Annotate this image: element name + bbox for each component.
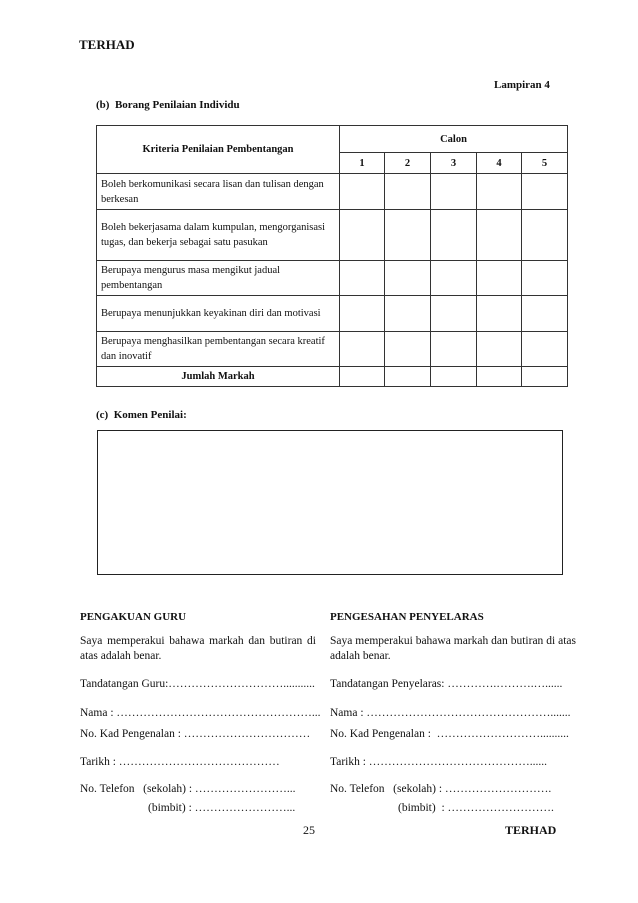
total-label: Jumlah Markah bbox=[97, 367, 340, 387]
criterion-label: Boleh berkomunikasi secara lisan dan tulisan dengan berkesan bbox=[97, 174, 340, 210]
criterion-label: Berupaya menunjukkan keyakinan diri dan motivasi bbox=[97, 296, 340, 332]
total-cell[interactable] bbox=[522, 367, 568, 387]
score-cell[interactable] bbox=[385, 296, 431, 332]
score-cell[interactable] bbox=[385, 174, 431, 210]
classification-header: TERHAD bbox=[79, 37, 135, 52]
score-cell[interactable] bbox=[477, 332, 522, 367]
candidate-header: Calon bbox=[340, 126, 568, 153]
coordinator-name-field[interactable]: Nama : …………………………………………....... bbox=[330, 707, 571, 719]
teacher-name-field[interactable]: Nama : ……………………………………………... bbox=[80, 707, 321, 719]
coordinator-signature-field[interactable]: Tandatangan Penyelaras: ………….……….…...... bbox=[330, 678, 563, 690]
table-row bbox=[97, 296, 568, 332]
table-row bbox=[97, 174, 568, 210]
candidate-number: 5 bbox=[522, 153, 568, 174]
score-cell[interactable] bbox=[385, 332, 431, 367]
coordinator-date-field[interactable]: Tarikh : ……………………………………...... bbox=[330, 756, 548, 768]
total-cell[interactable] bbox=[477, 367, 522, 387]
total-row bbox=[97, 367, 568, 387]
score-cell[interactable] bbox=[431, 261, 477, 296]
page-number: 25 bbox=[303, 823, 315, 837]
score-cell[interactable] bbox=[477, 296, 522, 332]
criterion-label: Berupaya menghasilkan pembentangan secara kreatif dan inovatif bbox=[97, 332, 340, 367]
comment-box[interactable] bbox=[97, 430, 563, 575]
criterion-label: Berupaya mengurus masa mengikut jadual pembentangan bbox=[97, 261, 340, 296]
table-row bbox=[97, 332, 568, 367]
score-cell[interactable] bbox=[431, 296, 477, 332]
criterion-label: Boleh bekerjasama dalam kumpulan, mengorganisasi tugas, dan bekerja sebagai satu pasukan bbox=[97, 210, 340, 261]
classification-footer: TERHAD bbox=[505, 823, 557, 837]
score-cell[interactable] bbox=[477, 174, 522, 210]
score-cell[interactable] bbox=[522, 332, 568, 367]
candidate-number: 1 bbox=[340, 153, 385, 174]
table-row bbox=[97, 210, 568, 261]
score-cell[interactable] bbox=[340, 174, 385, 210]
total-cell[interactable] bbox=[431, 367, 477, 387]
criteria-header: Kriteria Penilaian Pembentangan bbox=[97, 126, 340, 174]
total-cell[interactable] bbox=[340, 367, 385, 387]
assessment-table bbox=[96, 125, 568, 387]
coordinator-statement: Saya memperakui bahawa markah dan butiran di atas adalah benar. bbox=[330, 635, 576, 662]
section-b-heading: (b) Borang Penilaian Individu bbox=[96, 99, 240, 111]
candidate-number: 4 bbox=[477, 153, 522, 174]
teacher-ic-field[interactable]: No. Kad Pengenalan : …………………………… bbox=[80, 728, 311, 740]
teacher-date-field[interactable]: Tarikh : …………………………………… bbox=[80, 756, 280, 768]
score-cell[interactable] bbox=[477, 210, 522, 261]
score-cell[interactable] bbox=[385, 261, 431, 296]
score-cell[interactable] bbox=[340, 261, 385, 296]
teacher-signature-field[interactable]: Tandatangan Guru:…………………………........... bbox=[80, 678, 315, 690]
coordinator-ic-field[interactable]: No. Kad Pengenalan : ……………………….......... bbox=[330, 728, 569, 740]
score-cell[interactable] bbox=[385, 210, 431, 261]
score-cell[interactable] bbox=[431, 210, 477, 261]
coordinator-title: PENGESAHAN PENYELARAS bbox=[330, 611, 484, 623]
appendix-label: Lampiran 4 bbox=[494, 79, 550, 91]
candidate-number: 2 bbox=[385, 153, 431, 174]
teacher-phone-school-field[interactable]: No. Telefon (sekolah) : ……………………... bbox=[80, 783, 296, 795]
score-cell[interactable] bbox=[340, 332, 385, 367]
teacher-statement: Saya memperakui bahawa markah dan butiran di atas adalah benar. bbox=[80, 635, 316, 662]
score-cell[interactable] bbox=[431, 332, 477, 367]
candidate-number: 3 bbox=[431, 153, 477, 174]
score-cell[interactable] bbox=[431, 174, 477, 210]
table-header-row bbox=[97, 126, 568, 153]
section-c-heading: (c) Komen Penilai: bbox=[96, 409, 187, 421]
total-cell[interactable] bbox=[385, 367, 431, 387]
score-cell[interactable] bbox=[522, 261, 568, 296]
score-cell[interactable] bbox=[522, 174, 568, 210]
score-cell[interactable] bbox=[340, 296, 385, 332]
coordinator-phone-mobile-field[interactable]: (bimbit) : ………………………. bbox=[398, 802, 554, 814]
teacher-title: PENGAKUAN GURU bbox=[80, 611, 187, 623]
teacher-phone-mobile-field[interactable]: (bimbit) : ……………………... bbox=[148, 802, 296, 814]
score-cell[interactable] bbox=[522, 210, 568, 261]
score-cell[interactable] bbox=[477, 261, 522, 296]
coordinator-phone-school-field[interactable]: No. Telefon (sekolah) : ………………………. bbox=[330, 783, 552, 795]
score-cell[interactable] bbox=[522, 296, 568, 332]
score-cell[interactable] bbox=[340, 210, 385, 261]
table-row bbox=[97, 261, 568, 296]
